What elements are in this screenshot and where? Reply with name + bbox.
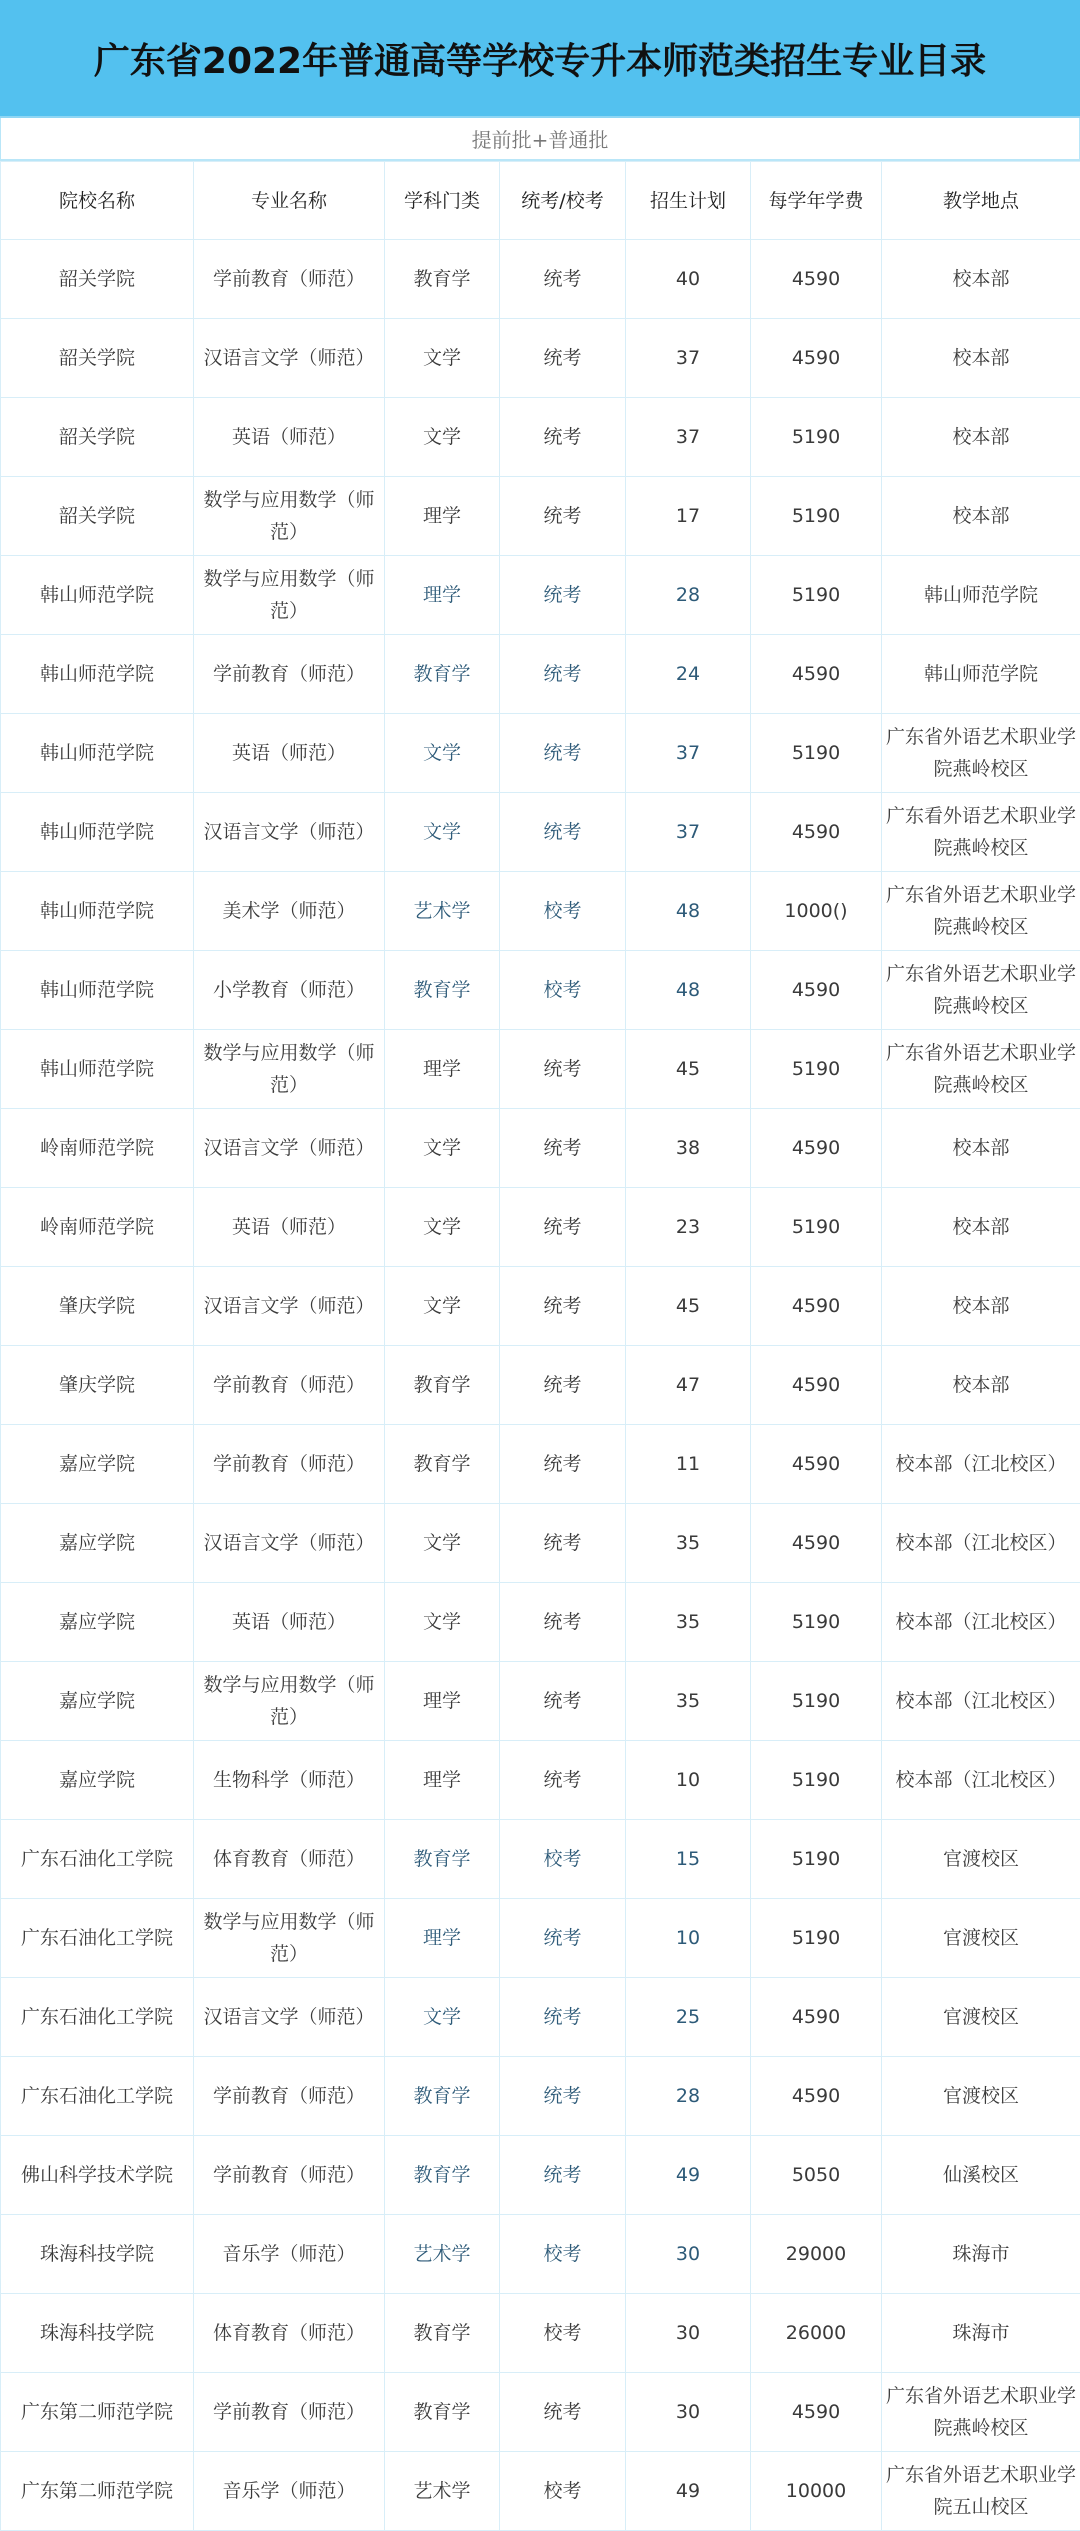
cell-exam-type: 统考 xyxy=(500,240,626,319)
cell-location: 珠海市 xyxy=(882,2294,1080,2373)
cell-category: 文学 xyxy=(385,1504,500,1583)
cell-major: 数学与应用数学（师范） xyxy=(194,556,385,635)
cell-quota: 23 xyxy=(626,1188,751,1267)
cell-location: 广东省外语艺术职业学院燕岭校区 xyxy=(882,714,1080,793)
table-row xyxy=(1,2136,1080,2215)
cell-exam-type: 统考 xyxy=(500,319,626,398)
cell-school: 韩山师范学院 xyxy=(1,951,194,1030)
cell-category: 文学 xyxy=(385,1188,500,1267)
cell-tuition: 5190 xyxy=(751,398,882,477)
table-row xyxy=(1,1267,1080,1346)
cell-major: 学前教育（师范） xyxy=(194,1425,385,1504)
cell-location: 校本部 xyxy=(882,1267,1080,1346)
cell-exam-type: 校考 xyxy=(500,2215,626,2294)
cell-quota: 11 xyxy=(626,1425,751,1504)
cell-exam-type: 统考 xyxy=(500,1504,626,1583)
cell-major: 数学与应用数学（师范） xyxy=(194,1662,385,1741)
cell-category: 文学 xyxy=(385,398,500,477)
table-row xyxy=(1,319,1080,398)
table-row xyxy=(1,2294,1080,2373)
cell-exam-type: 统考 xyxy=(500,635,626,714)
cell-quota: 35 xyxy=(626,1583,751,1662)
cell-school: 嘉应学院 xyxy=(1,1662,194,1741)
cell-location: 官渡校区 xyxy=(882,1820,1080,1899)
cell-quota: 40 xyxy=(626,240,751,319)
cell-category: 教育学 xyxy=(385,240,500,319)
cell-exam-type: 统考 xyxy=(500,1267,626,1346)
cell-location: 校本部 xyxy=(882,1188,1080,1267)
table-row xyxy=(1,714,1080,793)
cell-major: 数学与应用数学（师范） xyxy=(194,477,385,556)
cell-category: 教育学 xyxy=(385,635,500,714)
cell-quota: 37 xyxy=(626,398,751,477)
cell-major: 汉语言文学（师范） xyxy=(194,319,385,398)
cell-school: 韩山师范学院 xyxy=(1,714,194,793)
cell-location: 广东省外语艺术职业学院燕岭校区 xyxy=(882,2373,1080,2452)
cell-tuition: 4590 xyxy=(751,240,882,319)
cell-tuition: 4590 xyxy=(751,1346,882,1425)
cell-location: 韩山师范学院 xyxy=(882,635,1080,714)
cell-tuition: 5190 xyxy=(751,1820,882,1899)
table-row xyxy=(1,951,1080,1030)
cell-category: 文学 xyxy=(385,714,500,793)
cell-tuition: 5190 xyxy=(751,714,882,793)
table-row xyxy=(1,398,1080,477)
cell-quota: 48 xyxy=(626,872,751,951)
cell-school: 岭南师范学院 xyxy=(1,1109,194,1188)
cell-exam-type: 统考 xyxy=(500,1662,626,1741)
cell-quota: 35 xyxy=(626,1662,751,1741)
table-row xyxy=(1,2373,1080,2452)
cell-exam-type: 统考 xyxy=(500,477,626,556)
cell-quota: 45 xyxy=(626,1267,751,1346)
cell-location: 校本部（江北校区） xyxy=(882,1504,1080,1583)
cell-category: 文学 xyxy=(385,1267,500,1346)
cell-exam-type: 统考 xyxy=(500,1109,626,1188)
cell-category: 文学 xyxy=(385,793,500,872)
cell-quota: 17 xyxy=(626,477,751,556)
table-row xyxy=(1,2057,1080,2136)
cell-school: 佛山科学技术学院 xyxy=(1,2136,194,2215)
header-category: 学科门类 xyxy=(385,162,500,240)
cell-exam-type: 统考 xyxy=(500,714,626,793)
cell-category: 艺术学 xyxy=(385,2452,500,2531)
cell-tuition: 4590 xyxy=(751,635,882,714)
cell-school: 肇庆学院 xyxy=(1,1346,194,1425)
page-title: 广东省2022年普通高等学校专升本师范类招生专业目录 xyxy=(0,0,1080,118)
cell-exam-type: 统考 xyxy=(500,2136,626,2215)
cell-location: 广东省外语艺术职业学院燕岭校区 xyxy=(882,1030,1080,1109)
cell-location: 校本部 xyxy=(882,398,1080,477)
cell-tuition: 5190 xyxy=(751,1030,882,1109)
cell-location: 韩山师范学院 xyxy=(882,556,1080,635)
cell-category: 理学 xyxy=(385,1662,500,1741)
cell-location: 官渡校区 xyxy=(882,2057,1080,2136)
cell-quota: 30 xyxy=(626,2215,751,2294)
cell-location: 校本部 xyxy=(882,1109,1080,1188)
batch-subtitle: 提前批+普通批 xyxy=(0,118,1080,161)
table-row xyxy=(1,1583,1080,1662)
cell-school: 韶关学院 xyxy=(1,398,194,477)
cell-school: 珠海科技学院 xyxy=(1,2215,194,2294)
cell-category: 教育学 xyxy=(385,1346,500,1425)
cell-tuition: 4590 xyxy=(751,319,882,398)
cell-school: 韩山师范学院 xyxy=(1,793,194,872)
table-row xyxy=(1,1741,1080,1820)
cell-category: 艺术学 xyxy=(385,872,500,951)
cell-tuition: 29000 xyxy=(751,2215,882,2294)
cell-location: 校本部 xyxy=(882,319,1080,398)
cell-location: 校本部（江北校区） xyxy=(882,1662,1080,1741)
majors-table xyxy=(0,161,1080,2531)
cell-exam-type: 统考 xyxy=(500,1899,626,1978)
cell-tuition: 4590 xyxy=(751,2057,882,2136)
cell-exam-type: 统考 xyxy=(500,398,626,477)
cell-category: 理学 xyxy=(385,1899,500,1978)
cell-school: 韩山师范学院 xyxy=(1,556,194,635)
cell-category: 教育学 xyxy=(385,2136,500,2215)
cell-quota: 35 xyxy=(626,1504,751,1583)
cell-exam-type: 统考 xyxy=(500,1188,626,1267)
cell-major: 音乐学（师范） xyxy=(194,2452,385,2531)
cell-category: 教育学 xyxy=(385,2057,500,2136)
cell-school: 珠海科技学院 xyxy=(1,2294,194,2373)
cell-location: 仙溪校区 xyxy=(882,2136,1080,2215)
cell-tuition: 1000() xyxy=(751,872,882,951)
cell-quota: 37 xyxy=(626,714,751,793)
cell-school: 嘉应学院 xyxy=(1,1741,194,1820)
cell-major: 学前教育（师范） xyxy=(194,2057,385,2136)
cell-quota: 30 xyxy=(626,2294,751,2373)
cell-exam-type: 统考 xyxy=(500,1978,626,2057)
cell-category: 文学 xyxy=(385,1583,500,1662)
table-row xyxy=(1,1346,1080,1425)
cell-tuition: 4590 xyxy=(751,1267,882,1346)
cell-quota: 25 xyxy=(626,1978,751,2057)
cell-school: 嘉应学院 xyxy=(1,1583,194,1662)
cell-school: 韩山师范学院 xyxy=(1,872,194,951)
cell-tuition: 4590 xyxy=(751,1978,882,2057)
table-row xyxy=(1,635,1080,714)
table-row xyxy=(1,1188,1080,1267)
cell-exam-type: 校考 xyxy=(500,1820,626,1899)
cell-location: 广东省外语艺术职业学院五山校区 xyxy=(882,2452,1080,2531)
cell-location: 广东省外语艺术职业学院燕岭校区 xyxy=(882,872,1080,951)
cell-exam-type: 统考 xyxy=(500,1030,626,1109)
cell-major: 音乐学（师范） xyxy=(194,2215,385,2294)
cell-major: 学前教育（师范） xyxy=(194,2373,385,2452)
cell-major: 数学与应用数学（师范） xyxy=(194,1030,385,1109)
table-row xyxy=(1,1030,1080,1109)
cell-major: 学前教育（师范） xyxy=(194,635,385,714)
cell-school: 广东石油化工学院 xyxy=(1,1899,194,1978)
cell-location: 校本部（江北校区） xyxy=(882,1425,1080,1504)
cell-major: 汉语言文学（师范） xyxy=(194,1109,385,1188)
cell-tuition: 4590 xyxy=(751,1109,882,1188)
cell-school: 韶关学院 xyxy=(1,319,194,398)
cell-location: 广东省外语艺术职业学院燕岭校区 xyxy=(882,951,1080,1030)
header-major: 专业名称 xyxy=(194,162,385,240)
cell-location: 珠海市 xyxy=(882,2215,1080,2294)
cell-location: 校本部（江北校区） xyxy=(882,1583,1080,1662)
cell-quota: 24 xyxy=(626,635,751,714)
cell-category: 理学 xyxy=(385,1030,500,1109)
cell-school: 韩山师范学院 xyxy=(1,1030,194,1109)
cell-category: 文学 xyxy=(385,319,500,398)
cell-major: 生物科学（师范） xyxy=(194,1741,385,1820)
table-row xyxy=(1,1504,1080,1583)
cell-school: 广东石油化工学院 xyxy=(1,1978,194,2057)
cell-tuition: 5190 xyxy=(751,477,882,556)
cell-quota: 10 xyxy=(626,1741,751,1820)
cell-school: 嘉应学院 xyxy=(1,1504,194,1583)
cell-exam-type: 校考 xyxy=(500,951,626,1030)
cell-tuition: 5190 xyxy=(751,1741,882,1820)
cell-quota: 45 xyxy=(626,1030,751,1109)
cell-category: 艺术学 xyxy=(385,2215,500,2294)
cell-category: 教育学 xyxy=(385,2294,500,2373)
cell-category: 教育学 xyxy=(385,951,500,1030)
cell-tuition: 5190 xyxy=(751,1188,882,1267)
cell-location: 校本部 xyxy=(882,1346,1080,1425)
cell-school: 广东石油化工学院 xyxy=(1,1820,194,1899)
cell-major: 体育教育（师范） xyxy=(194,1820,385,1899)
cell-location: 校本部 xyxy=(882,477,1080,556)
table-row xyxy=(1,2215,1080,2294)
cell-quota: 49 xyxy=(626,2136,751,2215)
cell-category: 理学 xyxy=(385,1741,500,1820)
table-row xyxy=(1,1109,1080,1188)
cell-exam-type: 统考 xyxy=(500,1583,626,1662)
cell-major: 数学与应用数学（师范） xyxy=(194,1899,385,1978)
cell-location: 官渡校区 xyxy=(882,1899,1080,1978)
cell-school: 广东石油化工学院 xyxy=(1,2057,194,2136)
cell-tuition: 5190 xyxy=(751,1899,882,1978)
cell-tuition: 5050 xyxy=(751,2136,882,2215)
cell-quota: 15 xyxy=(626,1820,751,1899)
cell-major: 小学教育（师范） xyxy=(194,951,385,1030)
cell-major: 汉语言文学（师范） xyxy=(194,1267,385,1346)
cell-location: 校本部（江北校区） xyxy=(882,1741,1080,1820)
cell-category: 文学 xyxy=(385,1109,500,1188)
table-row xyxy=(1,872,1080,951)
cell-quota: 30 xyxy=(626,2373,751,2452)
cell-school: 广东第二师范学院 xyxy=(1,2373,194,2452)
cell-quota: 28 xyxy=(626,556,751,635)
header-tuition: 每学年学费 xyxy=(751,162,882,240)
cell-school: 广东第二师范学院 xyxy=(1,2452,194,2531)
header-quota: 招生计划 xyxy=(626,162,751,240)
header-exam-type: 统考/校考 xyxy=(500,162,626,240)
cell-tuition: 10000 xyxy=(751,2452,882,2531)
cell-quota: 37 xyxy=(626,319,751,398)
cell-exam-type: 统考 xyxy=(500,1425,626,1504)
cell-major: 英语（师范） xyxy=(194,714,385,793)
cell-major: 学前教育（师范） xyxy=(194,2136,385,2215)
cell-exam-type: 统考 xyxy=(500,2373,626,2452)
cell-exam-type: 校考 xyxy=(500,2452,626,2531)
table-row xyxy=(1,240,1080,319)
header-location: 教学地点 xyxy=(882,162,1080,240)
cell-quota: 10 xyxy=(626,1899,751,1978)
cell-quota: 28 xyxy=(626,2057,751,2136)
table-header-row xyxy=(1,162,1080,240)
cell-exam-type: 校考 xyxy=(500,872,626,951)
cell-major: 学前教育（师范） xyxy=(194,1346,385,1425)
cell-category: 教育学 xyxy=(385,1425,500,1504)
table-row xyxy=(1,1662,1080,1741)
cell-school: 韶关学院 xyxy=(1,477,194,556)
table-row xyxy=(1,1899,1080,1978)
table-row xyxy=(1,556,1080,635)
cell-major: 美术学（师范） xyxy=(194,872,385,951)
cell-location: 广东看外语艺术职业学院燕岭校区 xyxy=(882,793,1080,872)
cell-major: 汉语言文学（师范） xyxy=(194,793,385,872)
table-row xyxy=(1,1820,1080,1899)
cell-major: 英语（师范） xyxy=(194,1583,385,1662)
cell-quota: 37 xyxy=(626,793,751,872)
cell-exam-type: 统考 xyxy=(500,793,626,872)
cell-tuition: 4590 xyxy=(751,793,882,872)
cell-major: 英语（师范） xyxy=(194,1188,385,1267)
cell-school: 韩山师范学院 xyxy=(1,635,194,714)
cell-category: 理学 xyxy=(385,477,500,556)
cell-tuition: 5190 xyxy=(751,1662,882,1741)
table-row xyxy=(1,1425,1080,1504)
table-row xyxy=(1,477,1080,556)
cell-quota: 48 xyxy=(626,951,751,1030)
cell-tuition: 4590 xyxy=(751,951,882,1030)
cell-tuition: 5190 xyxy=(751,556,882,635)
table-row xyxy=(1,1978,1080,2057)
cell-quota: 49 xyxy=(626,2452,751,2531)
cell-school: 韶关学院 xyxy=(1,240,194,319)
table-row xyxy=(1,2452,1080,2531)
cell-school: 岭南师范学院 xyxy=(1,1188,194,1267)
cell-category: 理学 xyxy=(385,556,500,635)
cell-major: 汉语言文学（师范） xyxy=(194,1978,385,2057)
cell-tuition: 5190 xyxy=(751,1583,882,1662)
cell-quota: 38 xyxy=(626,1109,751,1188)
cell-tuition: 26000 xyxy=(751,2294,882,2373)
cell-tuition: 4590 xyxy=(751,1504,882,1583)
cell-exam-type: 统考 xyxy=(500,1741,626,1820)
cell-major: 汉语言文学（师范） xyxy=(194,1504,385,1583)
table-row xyxy=(1,793,1080,872)
cell-tuition: 4590 xyxy=(751,2373,882,2452)
cell-category: 教育学 xyxy=(385,1820,500,1899)
cell-exam-type: 统考 xyxy=(500,2057,626,2136)
cell-quota: 47 xyxy=(626,1346,751,1425)
cell-school: 肇庆学院 xyxy=(1,1267,194,1346)
cell-major: 英语（师范） xyxy=(194,398,385,477)
cell-location: 官渡校区 xyxy=(882,1978,1080,2057)
header-school: 院校名称 xyxy=(1,162,194,240)
cell-category: 文学 xyxy=(385,1978,500,2057)
cell-major: 体育教育（师范） xyxy=(194,2294,385,2373)
cell-exam-type: 校考 xyxy=(500,2294,626,2373)
cell-major: 学前教育（师范） xyxy=(194,240,385,319)
cell-category: 教育学 xyxy=(385,2373,500,2452)
cell-location: 校本部 xyxy=(882,240,1080,319)
cell-school: 嘉应学院 xyxy=(1,1425,194,1504)
cell-tuition: 4590 xyxy=(751,1425,882,1504)
cell-exam-type: 统考 xyxy=(500,556,626,635)
cell-exam-type: 统考 xyxy=(500,1346,626,1425)
